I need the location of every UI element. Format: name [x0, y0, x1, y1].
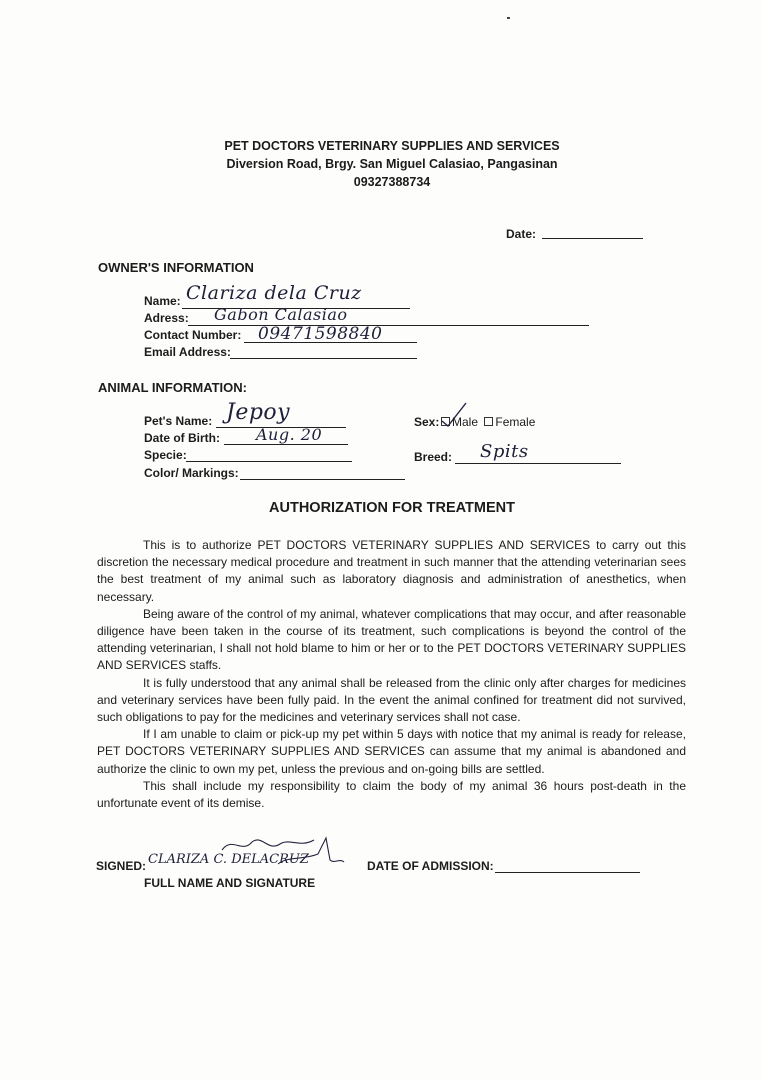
specie-field[interactable]	[186, 461, 352, 462]
company-phone: 09327388734	[353, 175, 431, 189]
owner-name-handwritten: Clariza dela Cruz	[186, 282, 362, 304]
female-checkbox[interactable]	[484, 417, 493, 426]
email-field[interactable]	[230, 358, 417, 359]
male-check-mark	[440, 401, 468, 427]
date-of-admission-label: DATE OF ADMISSION:	[367, 859, 494, 873]
owner-name-label: Name:	[144, 294, 181, 308]
authorization-title: AUTHORIZATION FOR TREATMENT	[269, 500, 515, 516]
pet-name-label: Pet's Name:	[144, 414, 213, 428]
date-of-admission-field[interactable]	[495, 872, 640, 873]
signed-label: SIGNED:	[96, 859, 147, 873]
signature-scribble	[218, 834, 348, 872]
color-markings-field[interactable]	[240, 479, 405, 480]
paragraph-authorize: This is to authorize PET DOCTORS VETERINARY SUPPLIES AND SERVICES to carry out this discretion the necessary medical procedure and treatment in such manner that the attending veterinarian sees the best treatment of my animal such as laboratory diagnosis and administration of anesthetics, when necessary.	[97, 538, 686, 604]
paragraph-complications: Being aware of the control of my animal, whatever complications that may occur, and after reasonable diligence have been taken in the course of its treatment, such complications is beyond the control of the attending veterinarian, I shall not hold blame to him or her or to the PET DOCTORS VETERINARY SUPPLIES AND SERVICES staffs.	[97, 606, 686, 673]
breed-handwritten: Spits	[480, 441, 529, 462]
paragraph-post-death: This shall include my responsibility to claim the body of my animal 36 hours post-death in the unfortunate event of its demise.	[97, 778, 686, 811]
owner-address-label: Adress:	[144, 311, 189, 325]
specie-label: Specie:	[144, 448, 187, 462]
contact-number-handwritten: 09471598840	[258, 324, 383, 344]
paragraph-release: It is fully understood that any animal shall be released from the clinic only after charges for medicines and veterinary services have been fully paid. In the event the animal confined for treatment did not survived, such obligations to pay for the medicines and veterinary services shall not case.	[97, 675, 686, 725]
animal-section-heading: ANIMAL INFORMATION:	[98, 380, 247, 395]
dob-label: Date of Birth:	[144, 431, 220, 445]
paragraph-abandonment: If I am unable to claim or pick-up my pet within 5 days with notice that my animal is ready for release, PET DOCTORS VETERINARY SUPPLIES AND SERVICES can assume that my animal is abandoned and authorize the clinic to own my pet, unless the previous and on-going bills are settled.	[97, 727, 686, 776]
company-name: PET DOCTORS VETERINARY SUPPLIES AND SERVICES	[224, 139, 560, 153]
date-field[interactable]	[542, 238, 643, 239]
owner-address-field[interactable]	[188, 325, 589, 326]
pet-name-handwritten: Jepoy	[226, 400, 291, 425]
date-label: Date:	[506, 227, 537, 241]
breed-field[interactable]	[455, 463, 621, 464]
sex-label: Sex:	[414, 415, 440, 429]
dob-field[interactable]	[224, 444, 348, 445]
color-markings-label: Color/ Markings:	[144, 466, 239, 480]
signature-caption: FULL NAME AND SIGNATURE	[144, 876, 316, 890]
male-option-label: Male	[452, 415, 479, 429]
breed-label: Breed:	[414, 450, 453, 464]
contact-number-label: Contact Number:	[144, 328, 242, 342]
female-option-label: Female	[495, 415, 536, 429]
signature-handwritten: CLARIZA C. DELACRUZ	[148, 852, 309, 867]
email-label: Email Address:	[144, 345, 231, 359]
authorization-body	[97, 537, 686, 812]
owner-address-handwritten: Gabon Calasiao	[214, 305, 348, 324]
dob-handwritten: Aug. 20	[256, 425, 323, 444]
owner-section-heading: OWNER'S INFORMATION	[98, 260, 254, 275]
company-address: Diversion Road, Brgy. San Miguel Calasiao, Pangasinan	[226, 157, 558, 171]
scan-speck	[507, 17, 510, 19]
